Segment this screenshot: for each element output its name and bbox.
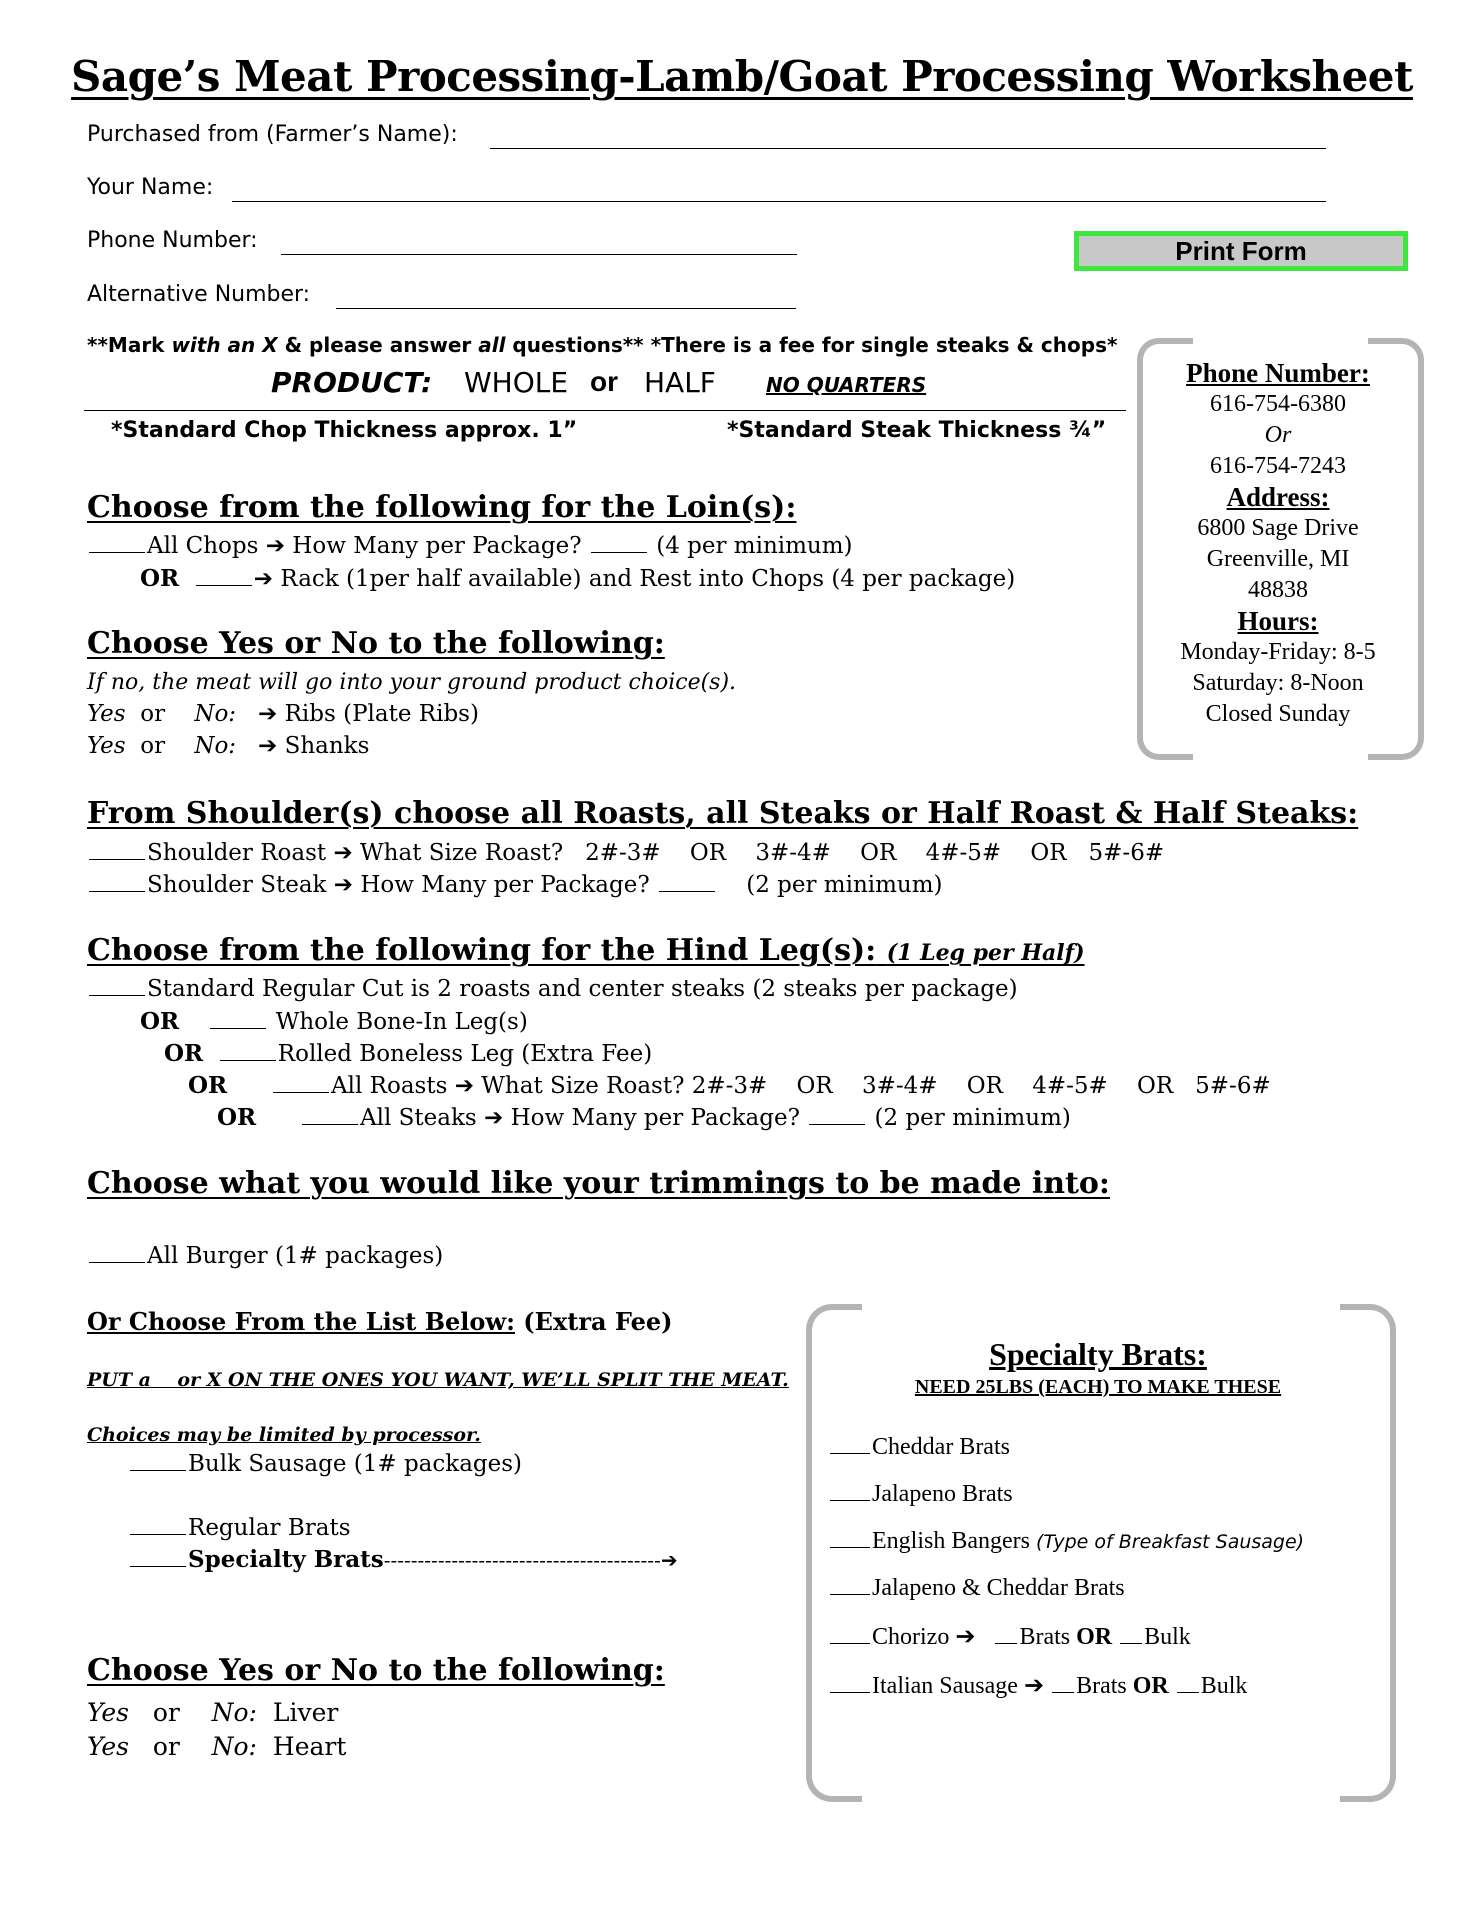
chop-thickness-note: *Standard Chop Thickness approx. 1” [111,418,578,443]
ribs-row [87,701,479,727]
hind-or-2: OR [164,1040,204,1067]
english-bangers-note: (Type of Breakfast Sausage) [1035,1531,1305,1553]
hind-leg-note: (1 Leg per Half) [886,940,1085,966]
ribs-yes[interactable]: Yes [87,701,126,727]
cheddar-brats-row [828,1434,1010,1461]
hind-roasts-blank[interactable] [273,1091,329,1093]
all-burger-row [87,1243,443,1269]
jalapeno-cheddar-row [828,1575,1125,1602]
loin-all-chops-label: All Chops ➔ How Many per Package? [147,533,582,559]
hind-rolled-row [164,1040,652,1067]
hind-steaks-blank[interactable] [302,1123,358,1125]
italian-sausage-row [828,1671,1247,1700]
no-quarters-note: NO QUARTERS [766,373,927,397]
shoulder-roast-row [87,840,1164,866]
italian-sausage-label: Italian Sausage ➔ [872,1673,1045,1699]
shoulder-heading: From Shoulder(s) choose all Roasts, all Steaks or Half Roast & Half Steaks: [87,796,1359,831]
loin-all-chops-row [87,533,853,559]
jalapeno-cheddar-label: Jalapeno & Cheddar Brats [872,1575,1125,1601]
hind-steaks-row [217,1104,1071,1131]
heart-no[interactable]: No: [211,1732,257,1761]
jalapeno-cheddar-blank[interactable] [830,1593,870,1595]
loin-chops-per-package-blank[interactable] [591,551,647,553]
loin-all-chops-blank[interactable] [89,551,145,553]
hind-steaks-per-package-blank[interactable] [809,1123,865,1125]
english-bangers-label: English Bangers [872,1528,1030,1554]
heart-or: or [152,1732,180,1761]
liver-no[interactable]: No: [211,1698,257,1727]
specialty-brats-row [128,1546,678,1573]
hind-rolled-label: Rolled Boneless Leg (Extra Fee) [277,1041,653,1067]
info-phone-1: 616-754-6380 [1210,391,1346,417]
info-address-heading: Address: [1226,482,1330,512]
loin-heading: Choose from the following for the Loin(s): [87,490,797,525]
info-address-line2: Greenville, MI [1206,546,1350,572]
heart-label: Heart [272,1732,347,1761]
phone-number-label: Phone Number: [87,228,258,253]
info-hours-2: Saturday: 8-Noon [1192,670,1364,696]
shoulder-steak-row [87,872,943,898]
your-name-label: Your Name: [87,175,214,200]
all-burger-blank[interactable] [89,1261,145,1263]
info-phone-heading: Phone Number: [1186,358,1370,388]
heart-yes[interactable]: Yes [87,1732,129,1761]
hind-steaks-minimum: (2 per minimum) [874,1105,1071,1131]
loin-rack-row [140,565,1015,592]
liver-row [87,1698,338,1727]
italian-brats-label: Brats [1076,1673,1127,1699]
loin-rack-label: ➔ Rack (1per half available) and Rest into Chops (4 per package) [253,566,1016,592]
hind-whole-row [140,1008,528,1035]
put-x-instruction [87,1369,789,1391]
contact-info-box [1152,358,1404,730]
ground-product-note: If no, the meat will go into your ground product choice(s). [87,670,737,695]
hind-standard-blank[interactable] [89,994,145,996]
info-address-line1: 6800 Sage Drive [1197,515,1359,541]
hind-standard-row [87,976,1018,1002]
farmer-name-field[interactable] [490,148,1326,149]
ribs-label: ➔ Ribs (Plate Ribs) [258,701,479,727]
ribs-no[interactable]: No: [194,701,237,727]
hind-roasts-row [188,1072,1271,1099]
hind-standard-label: Standard Regular Cut is 2 roasts and center steaks (2 steaks per package) [147,976,1018,1002]
instructions-note: **Mark with an X & please answer all questions** *There is a fee for single steaks & chops* [87,333,1118,357]
chorizo-brats-blank[interactable] [995,1642,1017,1644]
shanks-or: or [140,733,166,759]
english-bangers-blank[interactable] [830,1546,870,1548]
trimmings-heading: Choose what you would like your trimmings to be made into: [87,1166,1111,1201]
liver-label: Liver [272,1698,339,1727]
alternative-number-label: Alternative Number: [87,282,311,307]
info-hours-3: Closed Sunday [1205,701,1351,727]
hind-whole-blank[interactable] [210,1027,266,1029]
product-label: PRODUCT: [271,366,433,399]
farmer-name-label: Purchased from (Farmer’s Name): [87,122,458,147]
chorizo-brats-label: Brats [1019,1624,1071,1650]
info-hours-heading: Hours: [1237,606,1319,636]
hind-or-3: OR [188,1072,228,1099]
hind-or-1: OR [140,1008,180,1035]
product-whole-option[interactable]: WHOLE [464,366,569,399]
shoulder-steak-blank[interactable] [89,890,145,892]
ribs-or: or [140,701,166,727]
italian-sausage-blank[interactable] [830,1691,870,1693]
cheddar-brats-blank[interactable] [830,1452,870,1454]
choices-limited-note: Choices may be limited by processor. [87,1424,481,1446]
divider [84,410,1126,411]
choose-list-heading [87,1307,673,1336]
specialty-brats-blank[interactable] [130,1565,186,1567]
put-b-text: or X ON THE ONES YOU WANT, WE’LL SPLIT THE MEAT. [177,1369,789,1391]
hind-leg-heading-text: Choose from the following for the Hind Leg(s): [87,933,877,968]
bulk-sausage-blank[interactable] [130,1469,186,1471]
heart-row [87,1732,346,1761]
regular-brats-label: Regular Brats [188,1515,351,1541]
all-burger-label: All Burger (1# packages) [147,1243,444,1269]
loin-rack-blank[interactable] [196,584,252,586]
shoulder-steak-minimum: (2 per minimum) [746,872,943,898]
shanks-row [87,733,369,759]
cheddar-brats-label: Cheddar Brats [872,1434,1010,1460]
yes-no-heading-1: Choose Yes or No to the following: [87,626,665,661]
put-a-text: PUT a [87,1369,151,1391]
liver-yes[interactable]: Yes [87,1698,129,1727]
info-hours-1: Monday-Friday: 8-5 [1180,639,1376,665]
shoulder-roast-blank[interactable] [89,858,145,860]
specialty-brats-title: Specialty Brats: [989,1336,1207,1372]
italian-bulk-blank[interactable] [1177,1691,1199,1693]
product-or-text: or [590,366,618,397]
jalapeno-brats-label: Jalapeno Brats [872,1481,1013,1507]
loin-chops-minimum: (4 per minimum) [656,533,853,559]
hind-or-4: OR [217,1104,257,1131]
shanks-yes[interactable]: Yes [87,733,126,759]
bulk-sausage-row [128,1451,522,1477]
bulk-sausage-label: Bulk Sausage (1# packages) [188,1451,523,1477]
print-form-button[interactable]: Print Form [1074,231,1408,271]
steak-thickness-note: *Standard Steak Thickness ¾” [727,418,1107,443]
specialty-brats-label: Specialty Brats [188,1546,384,1573]
info-address-line3: 48838 [1248,577,1308,603]
page-title: Sage’s Meat Processing-Lamb/Goat Processing Worksheet [71,52,1413,101]
chorizo-row [828,1622,1191,1651]
hind-steaks-label: All Steaks ➔ How Many per Package? [360,1105,800,1131]
phone-number-field[interactable] [281,254,797,255]
regular-brats-row [128,1515,351,1541]
shoulder-steak-label: Shoulder Steak ➔ How Many per Package? [147,872,650,898]
alternative-number-field[interactable] [336,308,796,309]
yes-no-heading-2: Choose Yes or No to the following: [87,1653,665,1688]
italian-brats-blank[interactable] [1052,1691,1074,1693]
jalapeno-brats-row [828,1481,1013,1508]
jalapeno-brats-blank[interactable] [830,1499,870,1501]
regular-brats-blank[interactable] [130,1533,186,1535]
italian-bulk-label: Bulk [1200,1673,1248,1699]
chorizo-bulk-label: Bulk [1144,1624,1191,1650]
specialty-arrow: -----------------------------------------➔ [383,1548,678,1572]
chorizo-bulk-blank[interactable] [1120,1642,1142,1644]
info-or: Or [1264,422,1292,448]
your-name-field[interactable] [232,201,1326,202]
choose-list-heading-text: Or Choose From the List Below: [87,1307,515,1336]
specialty-brats-subtitle: NEED 25LBS (EACH) TO MAKE THESE [914,1376,1282,1398]
extra-fee-note: (Extra Fee) [514,1307,673,1336]
shoulder-steaks-per-package-blank[interactable] [659,890,715,892]
chorizo-or: OR [1076,1624,1113,1650]
liver-or: or [152,1698,180,1727]
hind-rolled-blank[interactable] [220,1059,276,1061]
english-bangers-row [828,1528,1304,1555]
italian-or: OR [1132,1673,1169,1699]
hind-leg-heading [87,933,1085,968]
hind-roasts-label: All Roasts ➔ What Size Roast? 2#-3# OR 3#-4# OR 4#-5# OR 5#-6# [331,1073,1271,1099]
chorizo-label: Chorizo ➔ [872,1624,976,1650]
info-phone-2: 616-754-7243 [1210,453,1346,479]
loin-or-text: OR [140,565,180,592]
hind-whole-label: Whole Bone-In Leg(s) [275,1009,528,1035]
product-half-option[interactable]: HALF [644,366,716,399]
shanks-label: ➔ Shanks [258,733,370,759]
chorizo-blank[interactable] [830,1642,870,1644]
shoulder-roast-label: Shoulder Roast ➔ What Size Roast? 2#-3# OR 3#-4# OR 4#-5# OR 5#-6# [147,840,1165,866]
shanks-no[interactable]: No: [194,733,237,759]
